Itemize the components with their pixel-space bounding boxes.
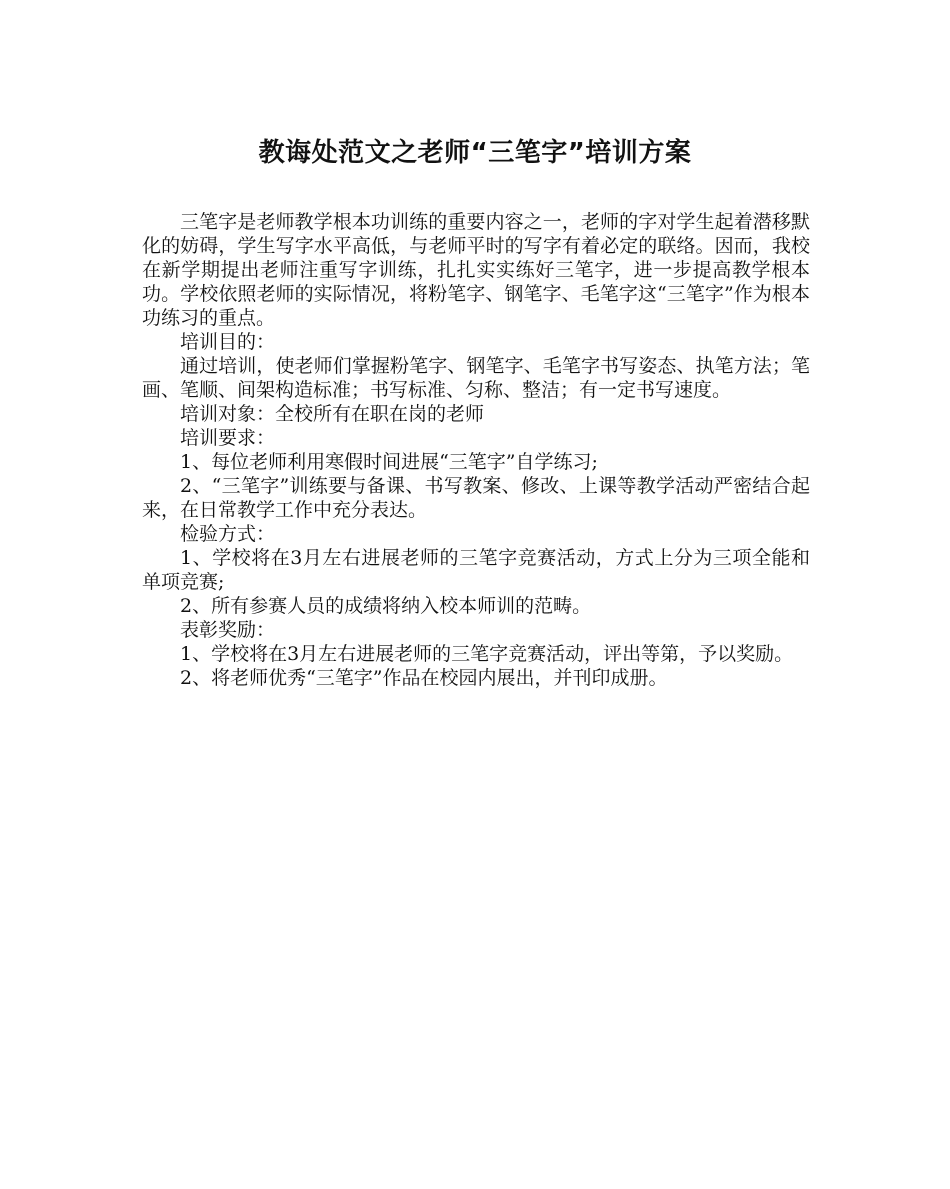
list-item-requirement-1: 1、每位老师利用寒假时间进展“三笔字”自学练习; [180, 451, 598, 473]
heading-commendation: 表彰奖励： [180, 619, 276, 641]
document-body [142, 210, 810, 690]
list-item-requirement-2: 2、“三笔字”训练要与备课、书写教案、修改、上课等教学活动严密结合起来，在日常教学工作中充分表达。 [142, 475, 810, 521]
list-item-inspection-2: 2、所有参赛人员的成绩将纳入校本师训的范畴。 [180, 595, 592, 617]
paragraph-training-purpose: 通过培训，使老师们掌握粉笔字、钢笔字、毛笔字书写姿态、执笔方法；笔画、笔顺、间架构造标准；书写标准、匀称、整洁；有一定书写速度。 [142, 355, 810, 401]
list-item-commendation-1: 1、学校将在3月左右进展老师的三笔字竞赛活动，评出等第，予以奖励。 [180, 643, 794, 665]
heading-inspection-method: 检验方式： [180, 523, 276, 545]
heading-training-requirements: 培训要求： [180, 427, 276, 449]
paragraph-training-target: 培训对象：全校所有在职在岗的老师 [180, 403, 485, 425]
paragraph-intro: 三笔字是老师教学根本功训练的重要内容之一，老师的字对学生起着潜移默化的妨碍，学生写字水平高低，与老师平时的写字有着必定的联络。因而，我校在新学期提出老师注重写字训练，扎扎实实练好三笔字，进一步提高教学根本功。学校依照老师的实际情况，将粉笔字、钢笔字、毛笔字这“三笔字”作为根本功练习的重点。 [142, 211, 810, 329]
list-item-commendation-2: 2、将老师优秀“三笔字”作品在校园内展出，并刊印成册。 [180, 667, 668, 689]
heading-training-purpose: 培训目的： [180, 331, 276, 353]
list-item-inspection-1: 1、学校将在3月左右进展老师的三笔字竞赛活动，方式上分为三项全能和单项竞赛; [142, 547, 810, 593]
document-title: 教诲处范文之老师“三笔字”培训方案 [258, 138, 692, 168]
